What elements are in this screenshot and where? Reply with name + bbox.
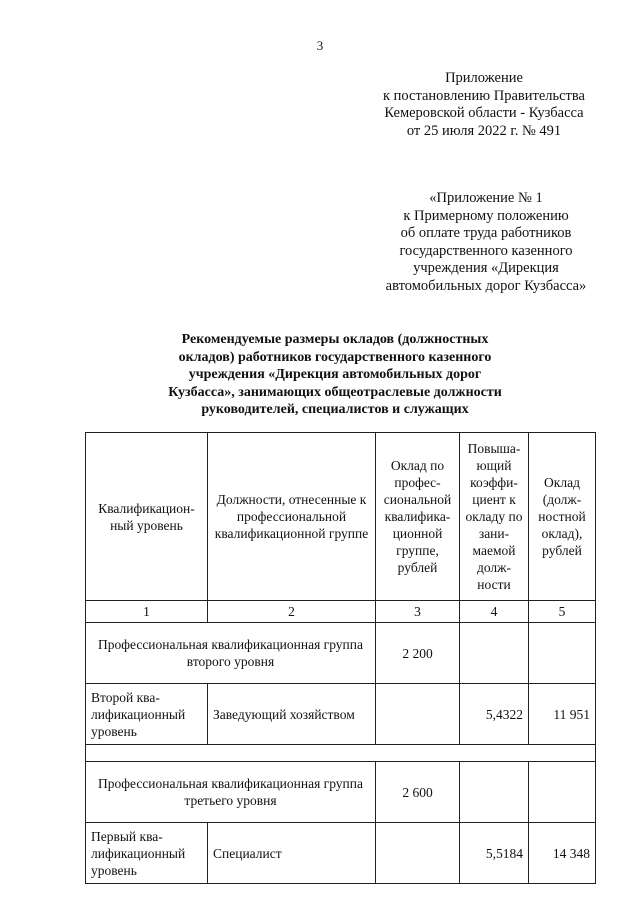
- group-salary: 2 200: [376, 623, 460, 684]
- sub-appendix-line: к Примерному положению: [403, 207, 569, 224]
- column-number-row: [86, 601, 596, 623]
- title-line: руководителей, специалистов и служащих: [201, 402, 469, 417]
- salary-value: 11 951: [529, 684, 596, 745]
- column-number: 4: [460, 601, 529, 623]
- sub-appendix-line: об оплате труда работников: [400, 225, 572, 241]
- table-header-row: [86, 433, 596, 601]
- table-row: [86, 684, 596, 745]
- header-cell-salary: Оклад (долж-ностной оклад), рублей: [529, 433, 596, 601]
- qualification-level: Первый ква-лификационный уровень: [86, 823, 208, 884]
- column-number: 1: [86, 601, 208, 623]
- salary-value: 14 348: [529, 823, 596, 884]
- position-name: Специалист: [208, 823, 376, 884]
- empty-cell: [376, 684, 460, 745]
- group-row: [86, 762, 596, 823]
- group-label: Профессиональная квалификационная группа второго уровня: [86, 623, 376, 684]
- title-line: окладов) работников государственного казенного: [178, 349, 492, 365]
- sub-appendix-line: учреждения «Дирекция: [413, 260, 559, 276]
- header-cell-coefficient: Повыша-ющий коэффи-циент к окладу по зани-маемой долж-ности: [460, 433, 529, 601]
- appendix-line: Приложение: [445, 70, 523, 86]
- group-salary: 2 600: [376, 762, 460, 823]
- coefficient-value: 5,5184: [460, 823, 529, 884]
- qualification-level: Второй ква-лификационный уровень: [86, 684, 208, 745]
- empty-cell: [460, 762, 529, 823]
- sub-appendix-line: автомобильных дорог Кузбасса»: [385, 277, 587, 294]
- spacer-cell: [86, 745, 596, 762]
- sub-appendix-line: государственного казенного: [399, 242, 573, 259]
- header-cell-positions: Должности, отнесенные к профессиональной квалификационной группе: [208, 433, 376, 601]
- empty-cell: [529, 762, 596, 823]
- group-row: [86, 623, 596, 684]
- position-name: Заведующий хозяйством: [208, 684, 376, 745]
- document-title: [150, 331, 520, 419]
- page-number: 3: [316, 38, 324, 53]
- coefficient-value: 5,4322: [460, 684, 529, 745]
- column-number: 2: [208, 601, 376, 623]
- appendix-line: к постановлению Правительства: [383, 87, 585, 104]
- title-line: Кузбасса», занимающих общеотраслевые должности: [168, 384, 502, 400]
- sub-appendix-line: «Приложение № 1: [429, 190, 543, 206]
- appendix-header: [352, 70, 616, 140]
- salary-table: [85, 432, 596, 884]
- appendix-line: Кемеровской области - Кузбасса: [384, 105, 584, 121]
- spacer-row: [86, 745, 596, 762]
- column-number: 5: [529, 601, 596, 623]
- appendix-line: от 25 июля 2022 г. № 491: [406, 122, 562, 139]
- header-cell-group-salary: Оклад по профес-сиональной квалифика-ционной группе, рублей: [376, 433, 460, 601]
- table-row: [86, 823, 596, 884]
- empty-cell: [460, 623, 529, 684]
- empty-cell: [376, 823, 460, 884]
- column-number: 3: [376, 601, 460, 623]
- header-cell-level: Квалификацион-ный уровень: [86, 433, 208, 601]
- title-line: Рекомендуемые размеры окладов (должностных: [181, 332, 489, 347]
- group-label: Профессиональная квалификационная группа третьего уровня: [86, 762, 376, 823]
- empty-cell: [529, 623, 596, 684]
- sub-appendix-header: [356, 190, 616, 295]
- title-line: учреждения «Дирекция автомобильных дорог: [188, 367, 482, 382]
